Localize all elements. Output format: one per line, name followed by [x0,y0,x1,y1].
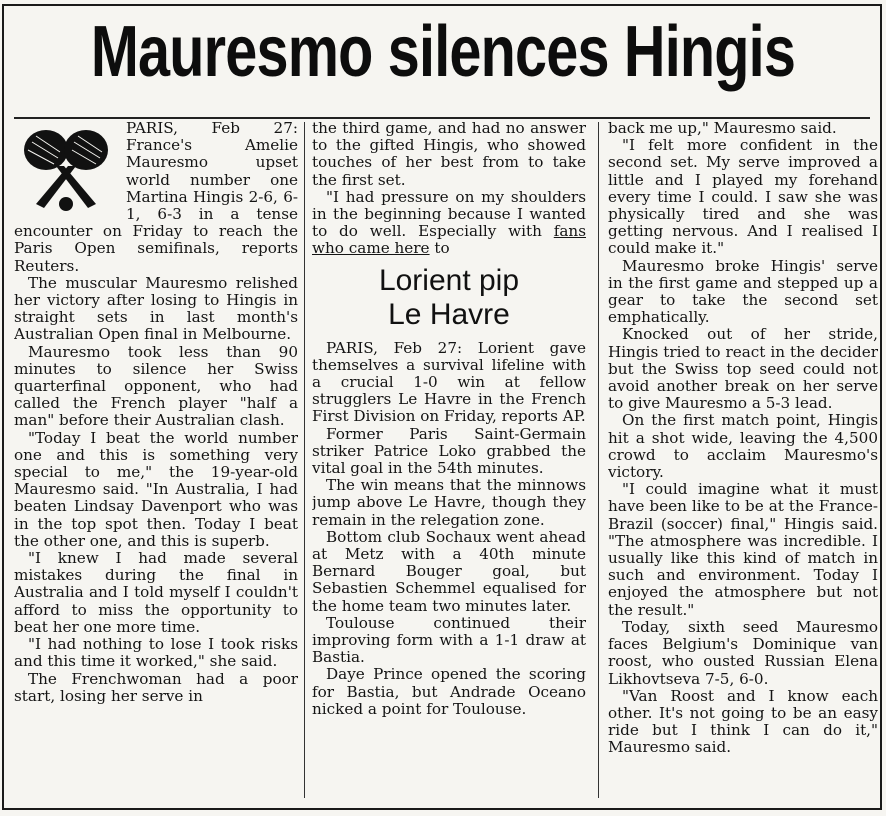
paragraph: "I could imagine what it must have been like to be at the France-Brazil (soccer) final," Hingis said. "The atmosphere was incredible. I usually like this kind of match in such and environment. Today I enjoyed the atmosphere but not the result." [608,480,878,619]
column-3 [608,120,878,802]
paragraph: The win means that the minnows jump above Le Havre, though they remain in the relegation zone. [312,476,586,529]
subheadline-line: Lorient pip [378,263,520,297]
paragraph: "Today I beat the world number one and this is something very special to me," the 19-year-old Mauresmo said. "In Australia, I had beaten Lindsay Davenport who was in the top spot then. Today I beat the other one, and this is superb. [14,428,298,550]
paragraph: The muscular Mauresmo relished her victory after losing to Hingis in straight sets in last month's Australian Open final in Melbourne. [14,273,298,344]
paragraph: PARIS, Feb 27: Lorient gave themselves a survival lifeline with a crucial 1-0 win at fellow strugglers Le Havre in the French First Division on Friday, reports AP. [312,338,586,426]
column-1 [14,120,298,802]
subheadline-line: Le Havre [388,297,510,331]
paragraph: "I had nothing to lose I took risks and this time it worked," she said. [14,635,298,671]
column-2 [312,120,586,802]
paragraph: Mauresmo took less than 90 minutes to silence her Swiss quarterfinal opponent, who had called the French player "half a man" before their Australian clash. [14,342,298,430]
paragraph: Toulouse continued their improving form with a 1-1 draw at Bastia. [312,613,586,667]
column-divider [304,122,305,798]
paragraph: Mauresmo broke Hingis' serve in the first game and stepped up a gear to take the second set emphatically. [608,256,878,327]
headline: Mauresmo silences Hingis [90,12,796,92]
paragraph: Bottom club Sochaux went ahead at Metz with a 40th minute Bernard Bouger goal, but Sebastien Schemmel equalised for the home team two minutes later. [312,527,586,615]
paragraph: "Van Roost and I know each other. It's not going to be an easy ride but I think I can do it," Mauresmo said. [608,686,878,757]
paragraph: "I knew I had made several mistakes during the final in Australia and I told myself I couldn't afford to miss the opportunity to beat her one more time. [14,549,298,636]
subheadline [312,264,586,332]
paragraph: The Frenchwoman had a poor start, losing her serve in [14,669,298,705]
underlined-text: fans who came here [312,222,586,258]
paragraph: back me up," Mauresmo said. [608,120,837,137]
paragraph: the third game, and had no answer to the gifted Hingis, who showed touches of her best from to take the first set. [312,120,586,189]
paragraph-text: "I had pressure on my shoulders in the beginning because I wanted to do well. Especially with [312,187,586,241]
paragraph: PARIS, Feb 27: France's Amelie Mauresmo upset world number one Martina Hingis 2-6, 6-1, 6-3 in a tense encounter on Friday to reach the Paris Open semifinals, reports Reuters. [14,120,298,275]
tennis-rackets-icon [14,124,118,214]
paragraph: On the first match point, Hingis hit a shot wide, leaving the 4,500 crowd to acclaim Mauresmo's victory. [608,411,878,482]
column-divider [598,122,599,798]
paragraph: Today, sixth seed Mauresmo faces Belgium's Dominique van roost, who ousted Russian Elena Likhovtseva 7-5, 6-0. [608,617,878,688]
paragraph: Knocked out of her stride, Hingis tried to react in the decider but the Swiss top seed could not avoid another break on her serve to give Mauresmo a 5-3 lead. [608,325,878,413]
paragraph: Daye Prince opened the scoring for Bastia, but Andrade Oceano nicked a point for Toulouse. [312,665,586,718]
paragraph: "I felt more confident in the second set. My serve improved a little and I played my forehand every time I could. I saw she was physically tired and she was getting nervous. And I realised I could make it." [608,136,878,258]
headline-rule [14,117,870,119]
paragraph [312,189,586,258]
paragraph: Former Paris Saint-Germain striker Patrice Loko grabbed the vital goal in the 54th minutes. [312,424,586,478]
paragraph-text: to [434,239,450,258]
